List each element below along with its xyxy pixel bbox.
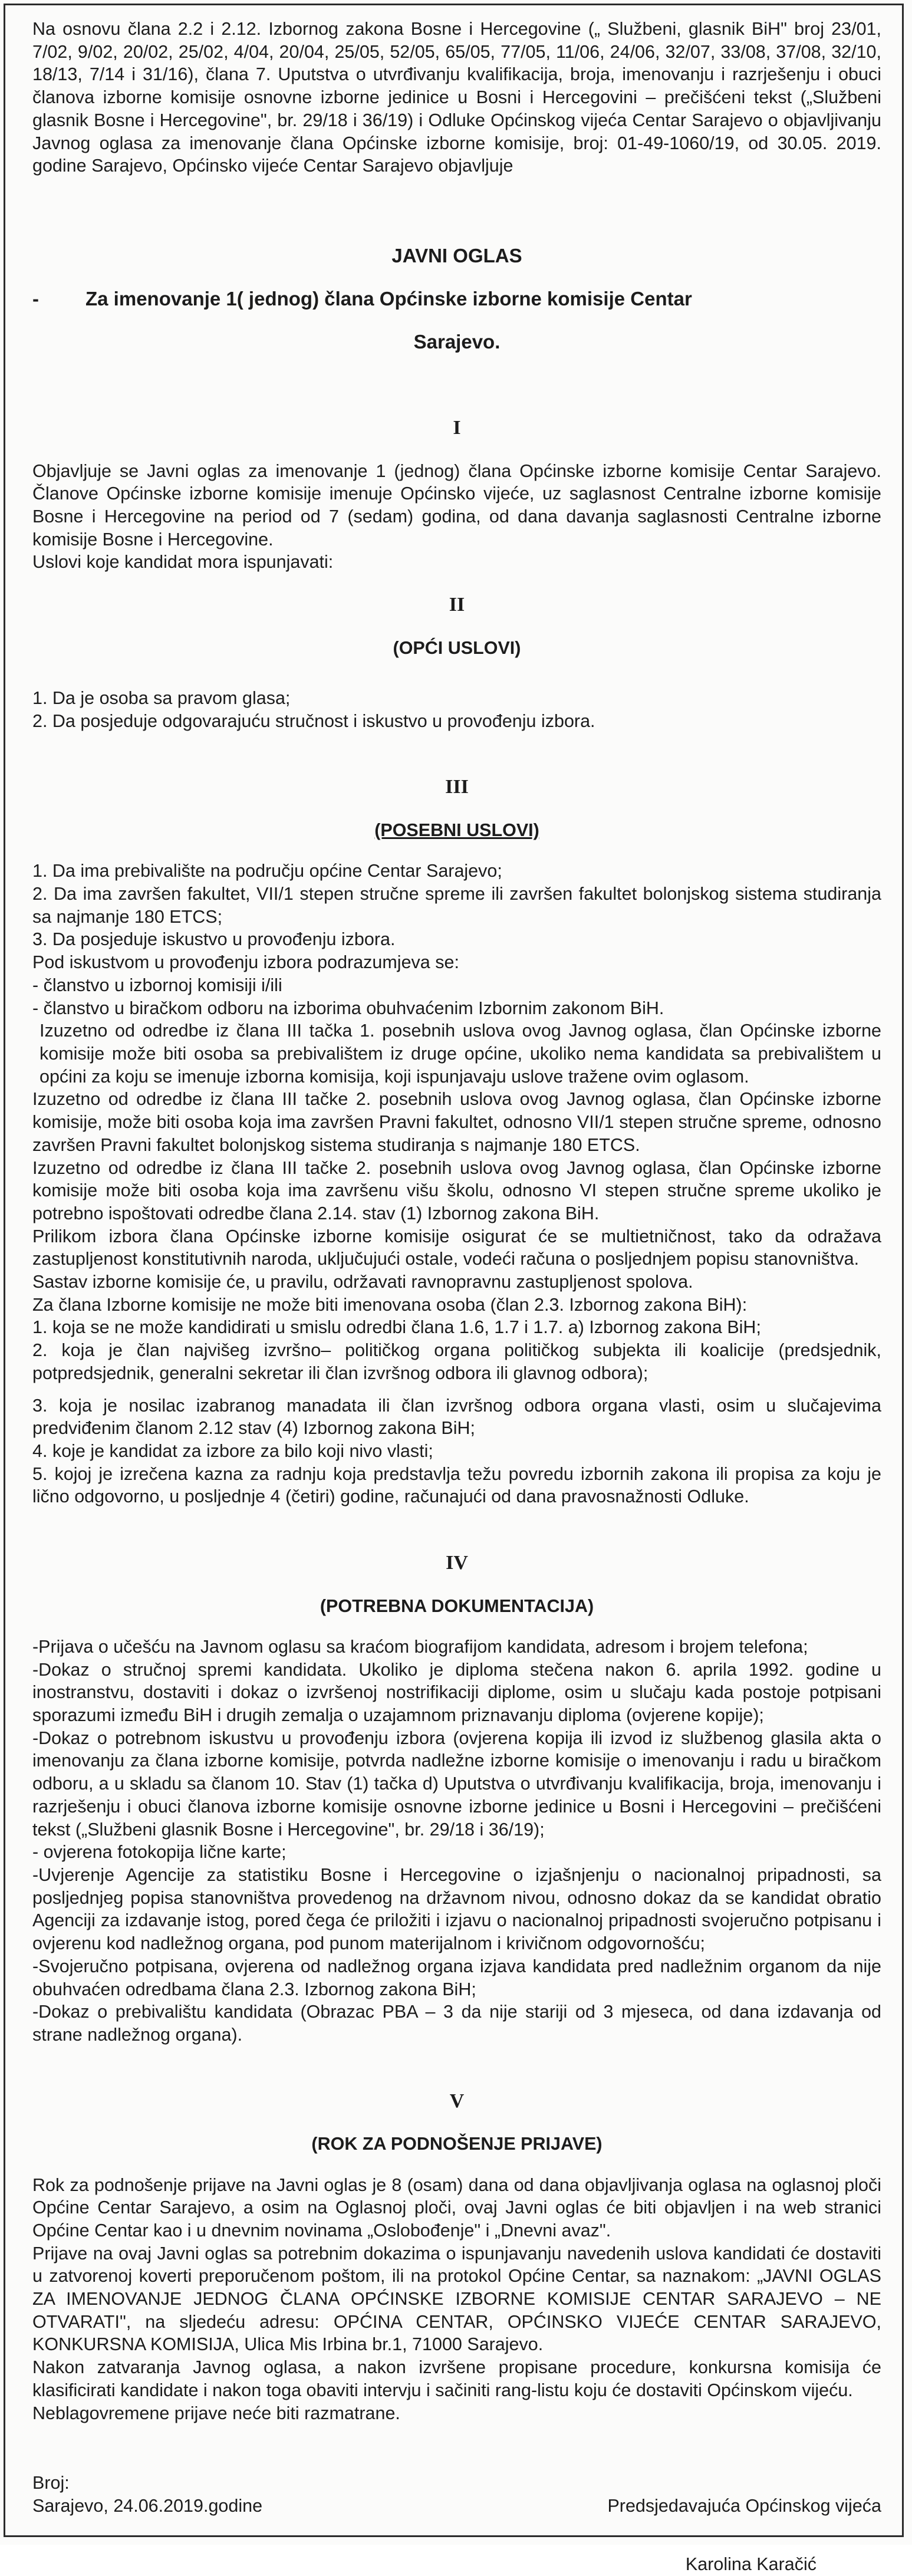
exception-paragraph: Izuzetno od odredbe iz člana III tačke 2. posebnih uslova ovog Javnog oglasa, član Općinske izborne komisije, može biti osoba koja ima završen Pravni fakultet, odnosno VII/1 stepen stručne spreme, odnosno završen Pravni fakultet bolonjskog sistema studiranja s najmanje 180 ETCS. [32, 1089, 881, 1155]
ineligibility-item: 3. koja je nosilac izabranog manadata ili član izvršnog odbora organa vlasti, osim u slučajevima predviđenim članom 2.12 stav (4) Izbornog zakona BiH; [32, 1395, 881, 1439]
section-5-heading: (ROK ZA PODNOŠENJE PRIJAVE) [311, 2134, 602, 2154]
section-4-heading: (POTREBNA DOKUMENTACIJA) [320, 1595, 594, 1616]
special-condition-item: 2. Da ima završen fakultet, VII/1 stepen stručne spreme ili završen fakultet bolonjskog sistema studiranja sa najmanje 180 ETCS; [32, 884, 881, 927]
deadline-paragraph: Rok za podnošenje prijave na Javni oglas je 8 (osam) dana od dana objavljivanja oglasa na oglasnoj ploči Općine Centar Sarajevo, a osim na Oglasnoj ploči, ovaj Javni oglas će biti objavljen i na web stranici Općine Centar kao i u dnevnim novinama „Oslobođenje" i „Dnevni avaz". [32, 2174, 881, 2241]
document-item: - ovjerena fotokopija lične karte; [32, 1842, 287, 1863]
document-item: -Prijava o učešću na Javnom oglasu sa kraćom biografijom kandidata, adresom i brojem telefona; [32, 1636, 808, 1657]
special-condition-item: 1. Da ima prebivalište na području općine Centar Sarajevo; [32, 861, 502, 881]
section-2-heading: (OPĆI USLOVI) [393, 637, 521, 658]
intro-paragraph: Na osnovu člana 2.2 i 2.12. Izbornog zakona Bosne i Hercegovine („ Službeni, glasnik BiH" broj 23/01, 7/02, 9/02, 20/02, 25/02, 4/04, 20/04, 25/05, 52/05, 65/05, 77/05, 11/06, 24/06, 32/07, 33/08, 37/08, 32/10, 18/13, 7/14 i 31/16), člana 7. Uputstva o utvrđivanju kvalifikacija, broja, imenovanju i razrješenju i obuci članova izborne komisije osnovne izborne jedinice u Bosni i Hercegovini – prečišćeni tekst („Službeni glasnik Bosne i Hercegovine", br. 29/18 i 36/19) i Odluke Općinskog vijeća Centar Sarajevo o objavljivanju Javnog oglasa za imenovanje člana Općinske izborne komisije, broj: 01-49-1060/19, od 30.05. 2019. godine Sarajevo, Općinsko vijeće Centar Sarajevo objavljuje [32, 19, 881, 176]
exception-paragraph: Izuzetno od odredbe iz člana III tačka 1. posebnih uslova ovog Javnog oglasa, član Općinske izborne komisije može biti osoba sa prebivalištem iz druge općine, ukoliko nema kandidata sa prebivalištem u općini za koju se imenuje izborna komisija, koji ispunjavaju uslove tražene ovim oglasom. [39, 1021, 881, 1087]
reference-number-label: Broj: [32, 2473, 70, 2493]
place-date: Sarajevo, 24.06.2019.godine [32, 2496, 263, 2516]
document-item: -Dokaz o potrebnom iskustvu u provođenju izbora (ovjerena kopija ili izvod iz službenog glasila akta o imenovanju za člana izborne komisije, potvrda nadležne izborne komisije o imenovanju i radu u biračkom odboru, a u skladu sa članom 10. Stav (1) tačka d) Uputstva o utvrđivanju kvalifikacija, broja, imenovanju i razrješenju i obuci članova izborne komisije osnovne izborne jedinice u Bosni i Hercegovini – prečišćeni tekst („Službeni glasnik Bosne i Hercegovine", br. 29/18 i 36/19); [32, 1728, 881, 1840]
document-item: -Dokaz o prebivalištu kandidata (Obrazac PBA – 3 da nije stariji od 3 mjeseca, od dana izdavanja od strane nadležnog organa). [32, 2002, 881, 2045]
section-1-paragraph: Objavljuje se Javni oglas za imenovanje 1 (jednog) člana Općinske izborne komisije Centar Sarajevo. Članove Općinske izborne komisije imenuje Općinsko vijeće, uz saglasnost Centralne izborne komisije Bosne i Hercegovine na period od 7 (sedam) godina, od dana davanja saglasnosti Centralne izborne komisije Bosne i Hercegovine. [32, 460, 881, 550]
section-1-number: I [453, 416, 461, 439]
ineligibility-item: 4. koje je kandidat za izbore za bilo koji nivo vlasti; [32, 1440, 433, 1461]
signer-name: Karolina Karačić [685, 2554, 816, 2575]
document-item: -Svojeručno potpisana, ovjerena od nadležnog organa izjava kandidata pred nadležnim organom da nije obuhvaćen odredbama člana 2.3. Izbornog zakona BiH; [32, 1956, 881, 1999]
document-item: -Dokaz o stručnoj spremi kandidata. Ukoliko je diploma stečena nakon 6. aprila 1992. godine u inostranstvu, dostaviti i dokaz o izvršenoj nostrifikaciji diplome, osim u slučaju kada postoje potpisani sporazumi između BiH i drugih zemalja o uzajamnom priznavanju diploma (ovjerene kopije); [32, 1659, 881, 1726]
general-condition-item: 1. Da je osoba sa pravom glasa; [32, 688, 291, 709]
general-condition-item: 2. Da posjeduje odgovarajuću stručnost i iskustvo u provođenju izbora. [32, 710, 595, 731]
experience-definition: Pod iskustvom u provođenju izbora podrazumjeva se: [32, 952, 459, 973]
section-5-number: V [449, 2090, 465, 2112]
experience-item: - članstvo u izbornoj komisiji i/ili [32, 975, 282, 995]
announcement-title: JAVNI OGLAS [391, 244, 522, 267]
signer-name-row [32, 2553, 881, 2576]
ineligibility-item: 5. kojoj je izrečena kazna za radnju koja predstavlja težu povredu izbornih zakona ili propisa za koju je lično odgovorno, u posljednje 4 (četiri) godine, računajući od dana pravosnažnosti Odluke. [32, 1463, 881, 1507]
late-applications-paragraph: Neblagovremene prijave neće biti razmatrane. [32, 2403, 400, 2423]
section-3-heading: (POSEBNI USLOVI) [374, 820, 539, 841]
section-1-conditions-intro: Uslovi koje kandidat mora ispunjavati: [32, 552, 334, 573]
exception-paragraph: Izuzetno od odredbe iz člana III tačke 2. posebnih uslova ovog Javnog oglasa, član Općinske izborne komisije može biti osoba koja ima završenu višu školu, odnosno VI stepen stručne spreme ukoliko je potrebno ispoštovati odredbe člana 2.14. stav (1) Izbornog zakona BiH. [32, 1157, 881, 1223]
announcement-subtitle [32, 287, 881, 311]
announcement-subtitle-end: Sarajevo. [413, 330, 501, 353]
gender-balance-paragraph: Sastav izborne komisije će, u pravilu, održavati ravnopravnu zastupljenost spolova. [32, 1272, 693, 1292]
multiethnicity-paragraph: Prilikom izbora člana Općinske izborne komisije osigurat će se multietničnost, tako da odražava zastupljenost konstitutivnih naroda, uključujući ostale, vodeći računa o posljednjem popisu stanovništva. [32, 1226, 881, 1269]
special-condition-item: 3. Da posjeduje iskustvo u provođenju izbora. [32, 929, 396, 950]
ineligibility-item: 2. koja je član najvišeg izvršno– političkog organa političkog subjekta ili koalicije (predsjednik, potpredsjednik, generalni sekretar ili član izvršnog odbora ili glavnog odbora); [32, 1340, 881, 1383]
document-body [32, 18, 881, 2576]
submission-paragraph: Prijave na ovaj Javni oglas sa potrebnim dokazima o ispunjavanju navedenih uslova kandidati će dostaviti u zatvorenoj koverti preporučenom poštom, ili na protokol Općine Centar, sa naznakom: „JAVNI OGLAS ZA IMENOVANJE JEDNOG ČLANA OPĆINSKE IZBORNE KOMISIJE CENTAR SARAJEVO – NE OTVARATI", na sljedeću adresu: OPĆINA CENTAR, OPĆINSKO VIJEĆE CENTAR SARAJEVO, KONKURSNA KOMISIJA, Ulica Mis Irbina br.1, 71000 Sarajevo. [32, 2243, 881, 2355]
title-dash: - [32, 287, 39, 310]
section-3-number: III [445, 776, 469, 798]
ineligibility-intro: Za člana Izborne komisije ne može biti imenovana osoba (član 2.3. Izbornog zakona BiH): [32, 1294, 748, 1315]
experience-item: - članstvo u biračkom odboru na izborima obuhvaćenim Izbornim zakonom BiH. [32, 998, 664, 1018]
announcement-subtitle-text: Za imenovanje 1( jednog) člana Općinske izborne komisije Centar [85, 287, 692, 310]
document-item: -Uvjerenje Agencije za statistiku Bosne i Hercegovine o izjašnjenju o nacionalnoj pripadnosti, sa posljednjeg popisa stanovništva provedenog na državnom nivou, odnosno dokaz da se kandidat obratio Agenciji za izdavanje istog, pored čega će priložiti i izjavu o nacionalnoj pripadnosti svojeručno potpisanu i ovjerenu kod nadležnog organa, pod punom materijalnom i krivičnom odgovornošću; [32, 1864, 881, 1954]
signer-title: Predsjedavajuća Općinskog vijeća [607, 2496, 881, 2516]
procedure-paragraph: Nakon zatvaranja Javnog oglasa, a nakon izvršene propisane procedure, konkursna komisija će klasificirati kandidate i nakon toga obaviti intervju i sačiniti rang-listu koju će dostaviti Općinskom vijeću. [32, 2357, 881, 2400]
place-date-row [32, 2495, 881, 2518]
section-2-number: II [449, 594, 465, 616]
reference-number-row [32, 2472, 881, 2495]
section-4-number: IV [446, 1552, 468, 1574]
ineligibility-item: 1. koja se ne može kandidirati u smislu odredbi člana 1.6, 1.7 i 1.7. a) Izbornog zakona BiH; [32, 1317, 761, 1338]
